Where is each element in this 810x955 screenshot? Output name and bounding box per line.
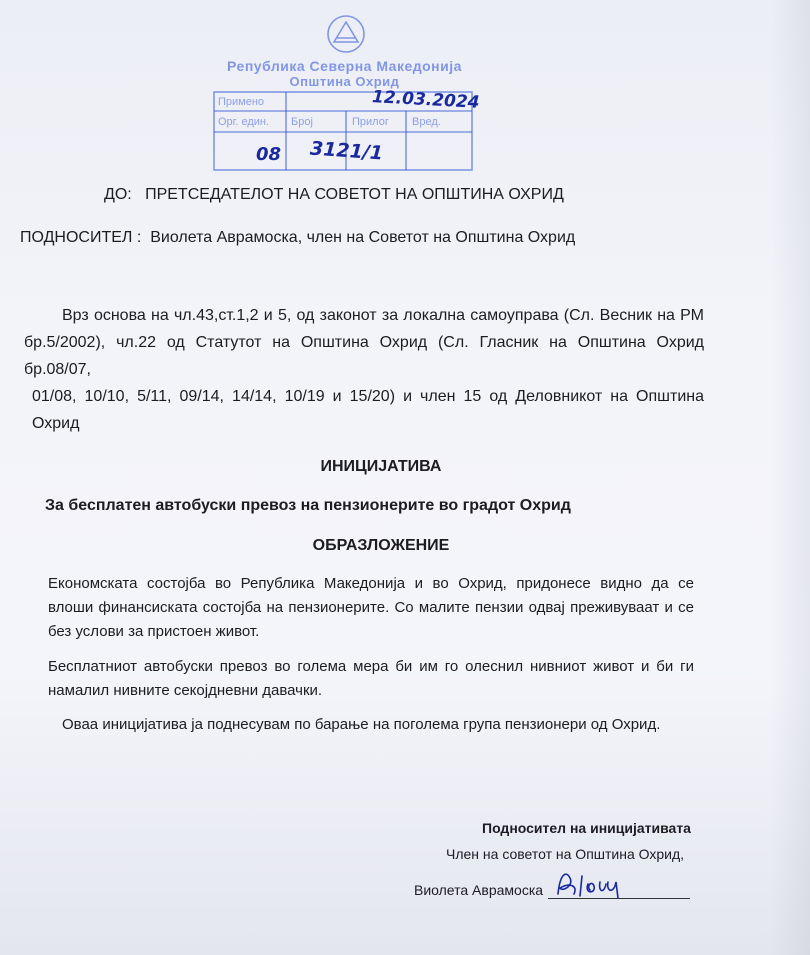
- explanation-paragraph-3: Оваа иницијатива ја поднесувам по барање на поголема група пензионери од Охрид.: [62, 716, 661, 733]
- signature-title: Подносител на иницијативата: [482, 820, 691, 836]
- addressee-label: ДО:: [104, 186, 132, 203]
- submitter-line: [20, 229, 575, 247]
- legal-basis-line: Охрид: [32, 415, 80, 432]
- stamp-title: Република Северна Македонија: [227, 58, 462, 74]
- handwritten-org-unit: 08: [256, 144, 282, 165]
- explanation-line: без услови за пристоен живот.: [48, 623, 260, 640]
- explanation-line: влоши финансиската состојба на пензионерите. Со малите пензии одвај преживуваат и се: [48, 599, 694, 616]
- explanation-heading: ОБРАЗЛОЖЕНИЕ: [312, 537, 450, 554]
- stamp-label-value: Вред.: [412, 116, 441, 128]
- initiative-subject: За бесплатен автобуски превоз на пензионерите во градот Охрид: [45, 497, 571, 514]
- explanation-paragraph-1: [48, 572, 694, 644]
- explanation-line: намалил нивните секојдневни давачки.: [48, 682, 323, 699]
- stamp-label-org: Орг. един.: [218, 116, 270, 128]
- legal-basis-line: Врз основа на чл.43,ст.1,2 и 5, од законот за локална самоуправа (Сл. Весник на РМ: [62, 307, 704, 324]
- stamp-label-received: Примено: [218, 96, 265, 108]
- legal-basis-paragraph: [24, 302, 704, 437]
- explanation-line: Економската состојба во Република Македонија и во Охрид, придонесе видно да се: [48, 575, 694, 592]
- addressee-line: [104, 186, 564, 204]
- legal-basis-line: 01/08, 10/10, 5/11, 09/14, 14/14, 10/19 и 15/20) и член 15 од Деловникот на Општина: [32, 388, 704, 405]
- legal-basis-line: бр.5/2002), чл.22 од Статутот на Општина Охрид (Сл. Гласник на Општина Охрид бр.08/07,: [24, 334, 704, 378]
- explanation-paragraph-2: [48, 655, 694, 703]
- handwritten-date: 12.03.2024: [371, 87, 480, 113]
- signature-name: Виолета Аврамоска: [414, 882, 544, 898]
- explanation-line: Бесплатниот автобуски превоз во голема мера би им го олеснил нивниот живот и би ги: [48, 658, 694, 675]
- handwritten-number: 3121/1: [309, 137, 384, 165]
- stamp-label-number: Број: [291, 116, 313, 128]
- page-edge-shadow: [770, 0, 810, 955]
- submitter-label: ПОДНОСИТЕЛ :: [20, 229, 142, 246]
- stamp-subtitle: Општина Охрид: [289, 74, 400, 89]
- submitter-value: Виолета Аврамоска, член на Советот на Општина Охрид: [150, 229, 576, 246]
- signature-role: Член на советот на Општина Охрид,: [446, 846, 685, 862]
- handwritten-signature: [548, 864, 638, 904]
- initiative-heading: ИНИЦИЈАТИВА: [320, 458, 442, 475]
- addressee-value: ПРЕТСЕДАТЕЛОТ НА СОВЕТОТ НА ОПШТИНА ОХРИД: [145, 186, 564, 203]
- stamp-label-attachment: Прилог: [352, 116, 389, 128]
